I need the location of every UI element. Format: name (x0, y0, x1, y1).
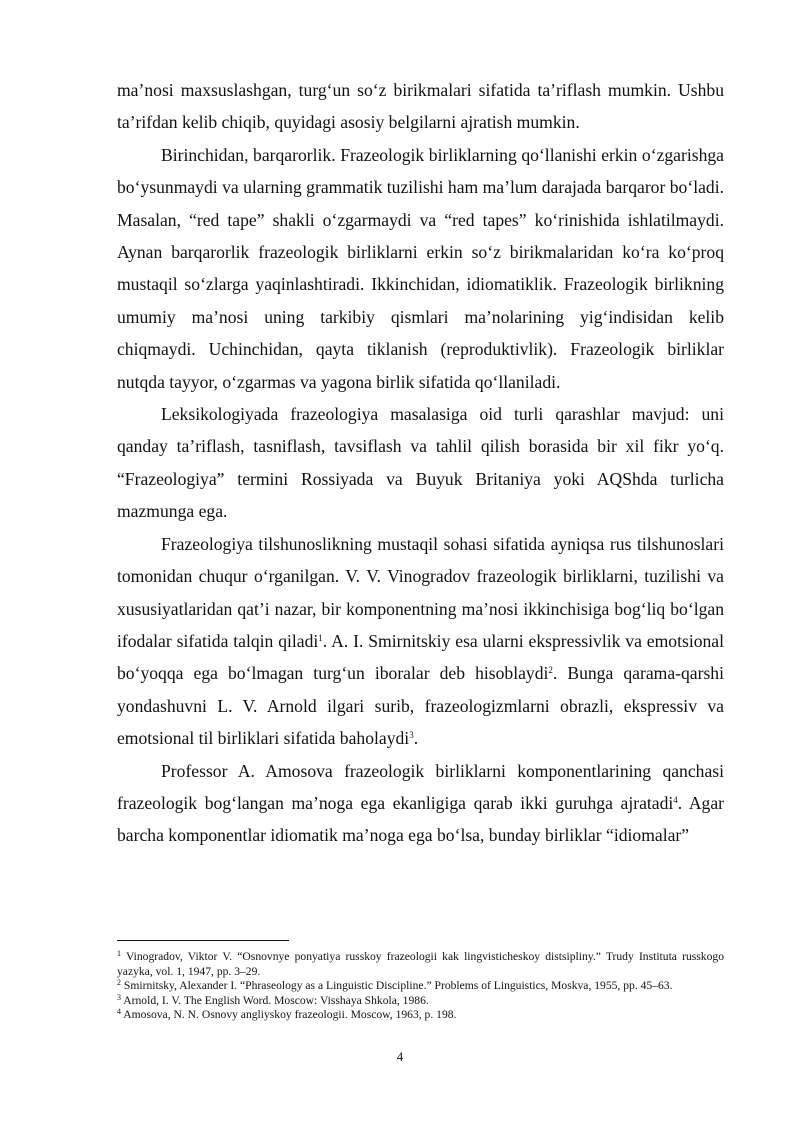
paragraph-text: . (413, 728, 419, 749)
paragraph (117, 755, 724, 852)
footnote-separator (117, 940, 289, 941)
footnote (117, 979, 724, 994)
footnote-text: Smirnitsky, Alexander I. “Phraseology as a Linguistic Discipline.” Problems of Linguistics, Moskva, 1955, pp. 45–63. (123, 979, 673, 993)
body-text (117, 74, 724, 852)
footnote-reference: 4 (673, 794, 678, 805)
footnote-number: 4 (117, 1007, 121, 1017)
footnote-reference: 1 (318, 632, 323, 643)
paragraph (117, 74, 724, 139)
footnote-number: 3 (117, 992, 121, 1002)
paragraph-text: . Agar barcha komponentlar idiomatik ma’noga ega bo‘lsa, bunday birliklar “idiomalar” (117, 792, 724, 846)
paragraph-text: . A. I. Smirnitskiy esa ularni ekspressivlik va emotsional bo‘yoqqa ega bo‘lmagan turg‘un iboralar deb hisoblaydi (117, 630, 724, 684)
footnote-number: 1 (117, 949, 121, 958)
footnote-text: Arnold, I. V. The English Word. Moscow: Visshaya Shkola, 1986. (123, 993, 429, 1007)
paragraph-text: Leksikologiyada frazeologiya masalasiga oid turli qarashlar mavjud: uni qanday ta’riflash, tasniflash, tavsiflash va tahlil qilish borasida bir xil fikr yo‘q. “Frazeologiya” termini Rossiyada va Buyuk Britaniya yoki AQShda turlicha mazmunga ega. (117, 404, 724, 522)
footnote-number: 2 (117, 978, 121, 988)
paragraph (117, 139, 724, 398)
paragraph-text: . Bunga qarama-qarshi yondashuvni L. V. Arnold ilgari surib, frazeologizmlarni obrazli, ekspressiv va emotsional til birliklari sifatida baholaydi (117, 663, 724, 749)
paragraph-text: Birinchidan, barqarorlik. Frazeologik birliklarning qo‘llanishi erkin o‘zgarishga bo‘ysunmaydi va ularning grammatik tuzilishi ham ma’lum darajada barqaror bo‘ladi. Masalan, “red tape” shakli o‘zgarmaydi va “red tapes” ko‘rinishida ishlatilmaydi. Aynan barqarorlik frazeologik birliklarni erkin so‘z birikmalaridan ko‘ra ko‘proq mustaqil so‘zlarga yaqinlashtiradi. Ikkinchidan, idiomatiklik. Frazeologik birlikning umumiy ma’nosi uning tarkibiy qismlari ma’nolarining yig‘indisidan kelib chiqmaydi. Uchinchidan, qayta tiklanish (reproduktivlik). Frazeologik birliklar nutqda tayyor, o‘zgarmas va yagona birlik sifatida qo‘llaniladi. (117, 144, 724, 392)
paragraph-text: Professor A. Amosova frazeologik birliklarni komponentlarining qanchasi frazeologik bog‘langan ma’noga ega ekanligiga qarab ikki guruhga ajratadi (117, 760, 724, 813)
footnotes (117, 950, 724, 1023)
paragraph-text: ma’nosi maxsuslashgan, turg‘un so‘z birikmalari sifatida ta’riflash mumkin. Ushbu ta’rifdan kelib chiqib, quyidagi asosiy belgilarni ajratish mumkin. (117, 80, 724, 133)
paragraph-text: Frazeologiya tilshunoslikning mustaqil sohasi sifatida ayniqsa rus tilshunoslari tomonidan chuqur o‘rganilgan. V. V. Vinogradov frazeologik birliklarni, tuzilishi va xususiyatlaridan qat’i nazar, bir komponentning ma’nosi ikkinchisiga bog‘liq bo‘lgan ifodalar sifatida talqin qiladi (117, 533, 724, 651)
footnote-text: Amosova, N. N. Osnovy angliyskoy frazeologii. Moscow, 1963, p. 198. (123, 1008, 457, 1022)
page-number: 4 (396, 1049, 404, 1064)
footnote-reference: 3 (409, 730, 414, 741)
footnote (117, 994, 724, 1009)
footnote (117, 950, 724, 979)
footnote-text: Vinogradov, Viktor V. “Osnovnye ponyatiya russkoy frazeologii kak lingvisticheskoy distsipliny.” Trudy Instituta russkogo yazyka, vol. 1, 1947, pp. 3–29. (117, 950, 724, 978)
footnote (117, 1008, 724, 1023)
paragraph (117, 398, 724, 528)
footnote-reference: 2 (548, 665, 553, 676)
paragraph (117, 528, 724, 755)
